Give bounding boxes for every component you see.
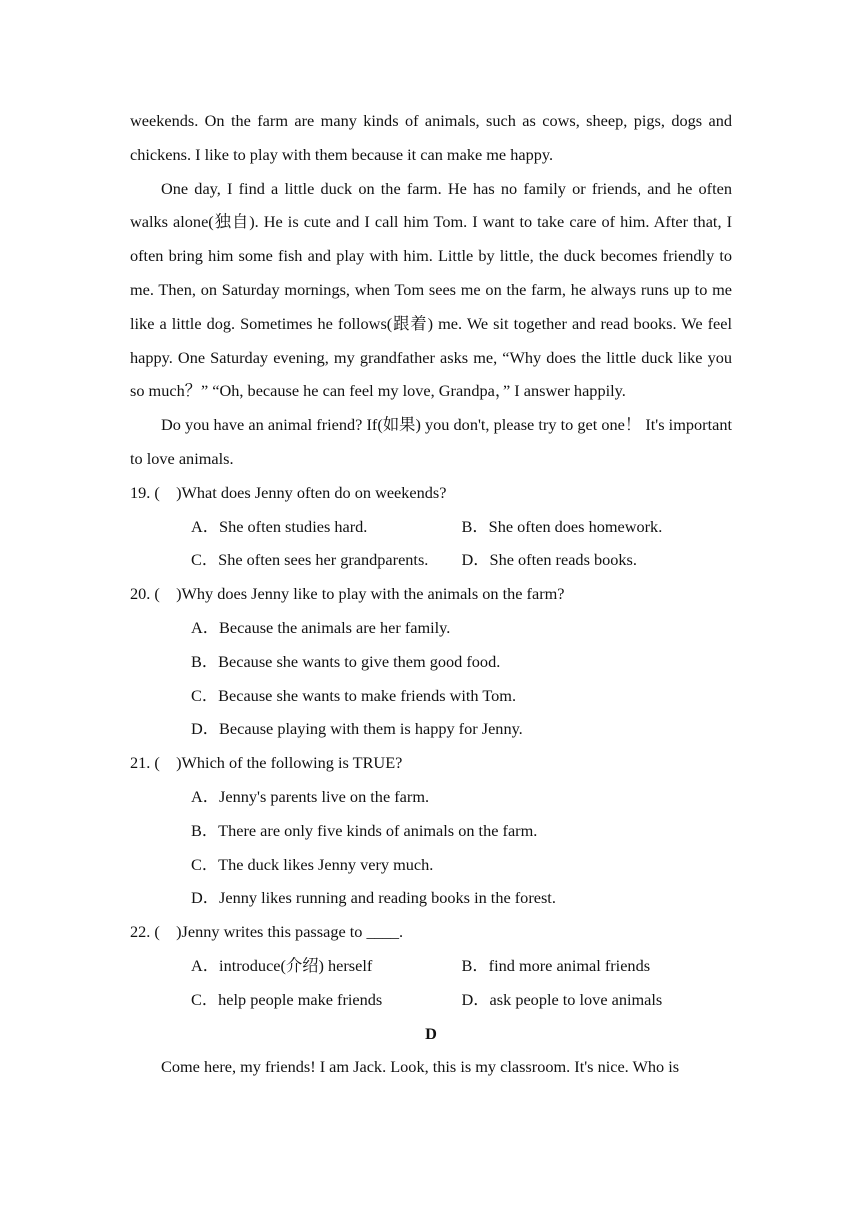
question-stem: 22. ( )Jenny writes this passage to ____. — [130, 922, 404, 942]
section-heading-d: D — [425, 1023, 437, 1043]
document-page — [130, 104, 732, 1084]
question-22 — [130, 915, 732, 1016]
option-d[interactable]: D．She often reads books. — [461, 550, 637, 570]
question-19 — [130, 476, 732, 577]
option-row — [130, 983, 732, 1017]
option-b[interactable]: B．There are only five kinds of animals on the farm. — [191, 820, 538, 840]
option-c[interactable]: C．help people make friends — [191, 989, 383, 1009]
option-row — [130, 949, 732, 983]
option-a[interactable]: A．Because the animals are her family. — [191, 617, 451, 637]
option-b[interactable]: B．Because she wants to give them good food. — [191, 651, 501, 671]
passage-paragraph-1: weekends. On the farm are many kinds of animals, such as cows, sheep, pigs, dogs and chickens. I like to play with them because it can make me happy. — [130, 111, 732, 164]
option-row — [130, 510, 732, 544]
option-c[interactable]: C．She often sees her grandparents. — [191, 550, 429, 570]
section-d-paragraph: Come here, my friends! I am Jack. Look, this is my classroom. It's nice. Who is — [161, 1057, 680, 1077]
question-stem: 19. ( )What does Jenny often do on weekends? — [130, 482, 447, 502]
option-c[interactable]: C．Because she wants to make friends with Tom. — [191, 685, 517, 705]
question-stem: 20. ( )Why does Jenny like to play with the animals on the farm? — [130, 584, 565, 604]
option-a[interactable]: A．Jenny's parents live on the farm. — [191, 786, 430, 806]
passage-paragraph-3: Do you have an animal friend? If(如果) you don't, please try to get one！ It's important to love animals. — [130, 415, 732, 468]
option-d[interactable]: D．Jenny likes running and reading books in the forest. — [191, 888, 556, 908]
option-d[interactable]: D．Because playing with them is happy for Jenny. — [191, 719, 523, 739]
option-b[interactable]: B．find more animal friends — [461, 955, 651, 975]
option-c[interactable]: C．The duck likes Jenny very much. — [191, 854, 434, 874]
passage-paragraph-2: One day, I find a little duck on the farm. He has no family or friends, and he often walks alone(独自). He is cute and I call him Tom. I want to take care of him. After that, I often bring him some fish and play with him. Little by little, the duck becomes friendly to me. Then, on Saturday mornings, when Tom sees me on the farm, he always runs up to me like a little dog. Sometimes he follows(跟着) me. We sit together and read books. We feel happy. One Saturday evening, my grandfather asks me, “Why does the little duck like you so much？” “Oh, because he can feel my love, Grandpa，” I answer happily. — [130, 178, 732, 401]
question-20 — [130, 577, 732, 746]
option-list — [130, 611, 732, 746]
option-row — [130, 543, 732, 577]
option-b[interactable]: B．She often does homework. — [461, 516, 663, 536]
option-a[interactable]: A．She often studies hard. — [191, 516, 368, 536]
option-a[interactable]: A．introduce(介绍) herself — [191, 955, 373, 975]
option-list — [130, 780, 732, 915]
option-d[interactable]: D．ask people to love animals — [461, 989, 663, 1009]
question-21 — [130, 746, 732, 915]
question-stem: 21. ( )Which of the following is TRUE? — [130, 753, 403, 773]
